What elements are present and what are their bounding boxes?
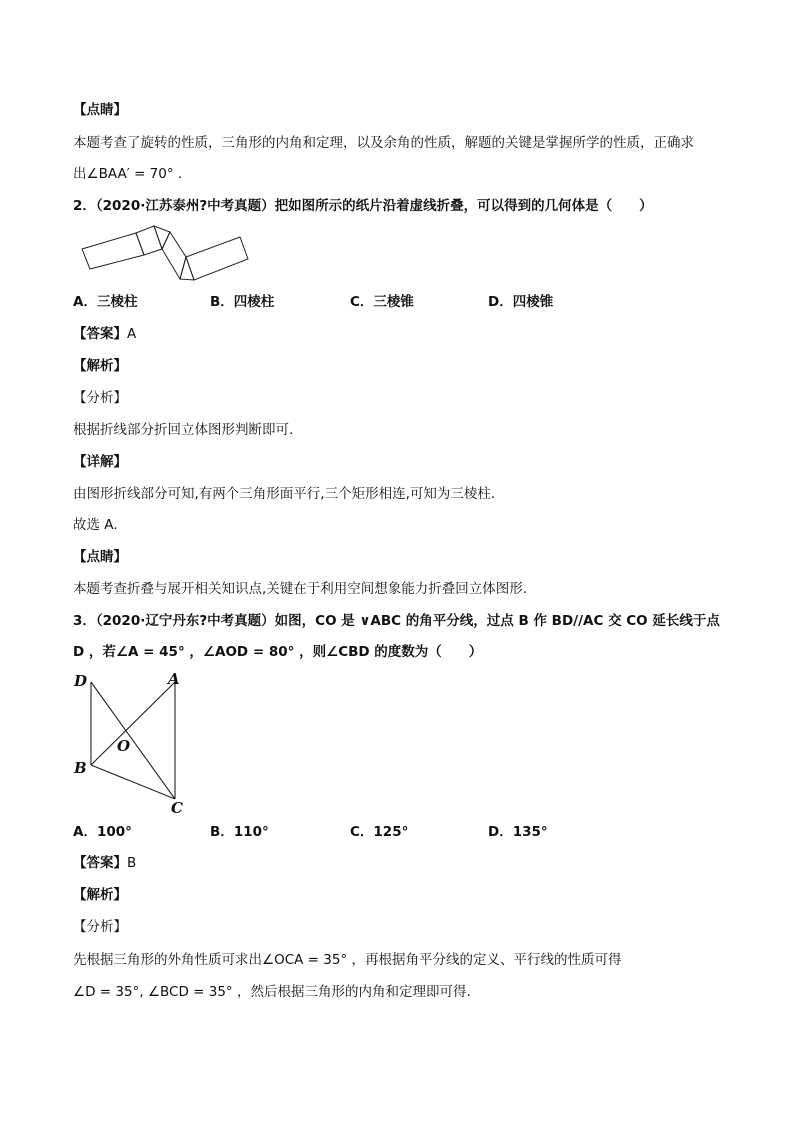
q2-option-d: D．四棱锥 — [488, 294, 554, 310]
q3-label-c: C — [171, 799, 183, 817]
q3-fenxi-text1: 先根据三角形的外角性质可求出∠OCA = 35° ，再根据角平分线的定义、平行线的性质可得 — [73, 952, 622, 968]
q2-choice-text: 故选 A. — [73, 517, 118, 533]
q2-net-rect-left — [82, 233, 144, 269]
q2-net-tri-bottom — [180, 257, 194, 280]
q2-dianjing-label: 【点睛】 — [73, 549, 127, 565]
q3-option-c: C．125° — [350, 824, 409, 840]
q3-fenxi-label: 【分析】 — [73, 919, 127, 935]
q2-dianjing-text: 本题考查折叠与展开相关知识点,关键在于利用空间想象能力折叠回立体图形. — [73, 581, 528, 597]
q3-segment-ba — [91, 682, 175, 765]
q3-title-line1: 3．（2020·辽宁丹东?中考真题）如图，CO 是 ∨ABC 的角平分线，过点 B 作 BD//AC 交 CO 延长线于点 — [73, 613, 720, 629]
q3-answer-value: B — [127, 855, 137, 871]
q2-option-b: B．四棱柱 — [210, 294, 275, 310]
q2-net-rect-right — [186, 237, 248, 280]
q3-answer-row — [73, 853, 136, 873]
q3-analysis-label: 【解析】 — [73, 887, 127, 903]
q3-label-o: O — [117, 737, 131, 755]
q3-label-a: A — [168, 670, 180, 688]
q2-xiangjie-label: 【详解】 — [73, 454, 127, 470]
q1-dianjing-text2: 出∠BAA′ = 70° . — [73, 166, 183, 182]
q2-option-a: A．三棱柱 — [73, 294, 138, 310]
q2-answer-value: A — [127, 326, 137, 342]
q3-label-b: B — [74, 759, 87, 777]
q3-answer-label: 【答案】 — [73, 855, 127, 871]
q3-fenxi-text2: ∠D = 35°, ∠BCD = 35° ，然后根据三角形的内角和定理即可得. — [73, 984, 471, 1000]
q2-xiangjie-text: 由图形折线部分可知,有两个三角形面平行,三个矩形相连,可知为三棱柱. — [73, 486, 496, 502]
q3-label-d: D — [74, 672, 88, 690]
q2-option-c: C．三棱锥 — [350, 294, 414, 310]
q3-option-a: A．100° — [73, 824, 132, 840]
q2-fenxi-label: 【分析】 — [73, 390, 127, 406]
q3-option-b: B．110° — [210, 824, 269, 840]
q1-dianjing-label: 【点睛】 — [73, 102, 127, 118]
q2-title: 2．（2020·江苏泰州?中考真题）把如图所示的纸片沿着虚线折叠，可以得到的几何体是（ ） — [73, 198, 653, 214]
q2-analysis-label: 【解析】 — [73, 358, 127, 374]
q3-option-d: D．135° — [488, 824, 548, 840]
q2-answer-label: 【答案】 — [73, 326, 127, 342]
q2-net-rect-center-left — [136, 226, 162, 255]
q3-title-line2: D ，若∠A = 45° ，∠AOD = 80° ，则∠CBD 的度数为（ ） — [73, 644, 483, 660]
q2-answer-row — [73, 324, 136, 344]
q3-triangle-figure — [70, 668, 200, 818]
q1-dianjing-text: 本题考查了旋转的性质，三角形的内角和定理，以及余角的性质，解题的关键是掌握所学的性质，正确求 — [73, 135, 694, 151]
q2-net-figure — [78, 222, 278, 284]
q2-fenxi-text: 根据折线部分折回立体图形判断即可. — [73, 422, 294, 438]
